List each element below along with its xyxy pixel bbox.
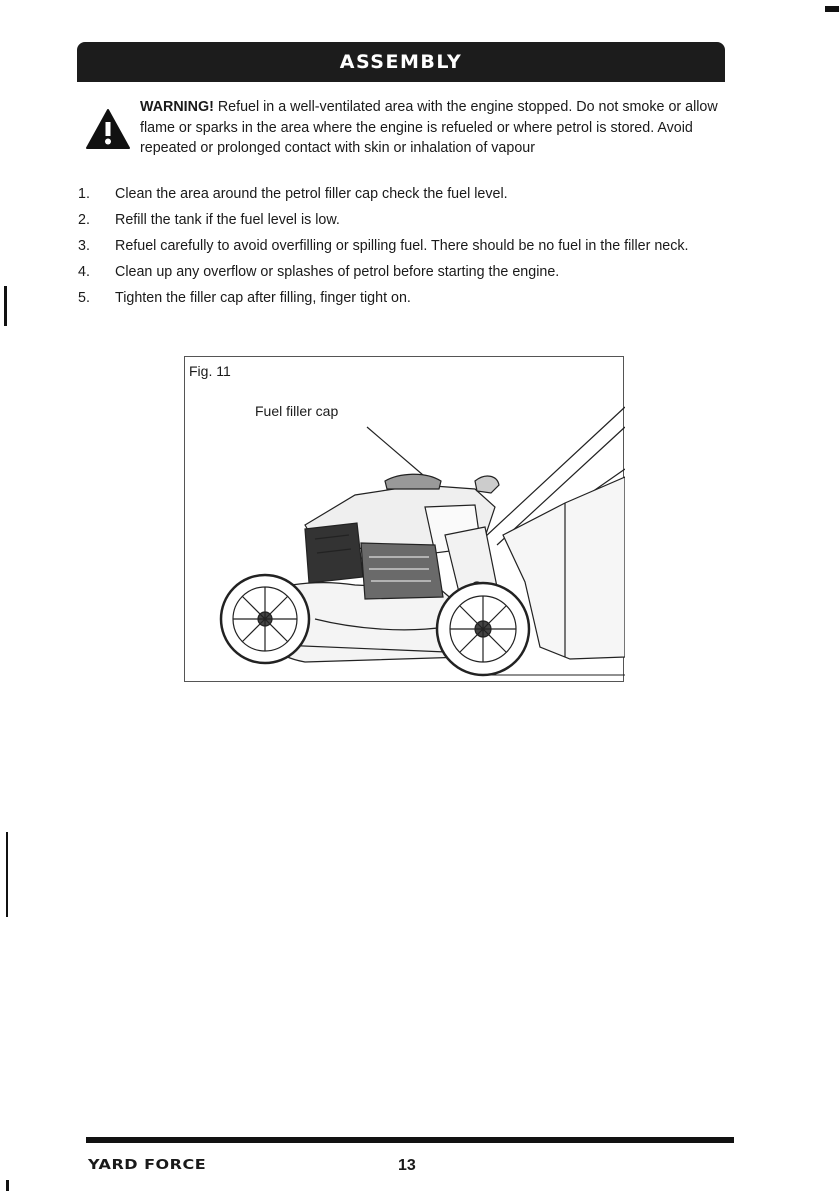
fuel-filler-cap-callout: Fuel filler cap [255, 403, 339, 419]
step-item [78, 184, 738, 204]
step-text: Clean up any overflow or splashes of petrol before starting the engine. [115, 264, 560, 280]
step-number: 5. [78, 290, 90, 306]
step-item [78, 262, 738, 282]
lawnmower-illustration [185, 357, 625, 683]
page-number: 13 [398, 1157, 416, 1174]
step-number: 1. [78, 186, 90, 202]
step-text: Tighten the filler cap after filling, finger tight on. [115, 290, 411, 306]
footer-rule [86, 1137, 734, 1143]
step-number: 2. [78, 212, 90, 228]
scan-edge-mark [6, 832, 8, 917]
warning-label: WARNING! [140, 99, 214, 115]
warning-paragraph [140, 97, 730, 159]
scan-edge-mark [4, 286, 7, 326]
callout-leader-line [367, 427, 430, 481]
instruction-steps [78, 184, 738, 308]
step-item [78, 210, 738, 230]
step-number: 4. [78, 264, 90, 280]
scan-corner-mark [825, 6, 839, 12]
brand-logo: YARD FORCE [88, 1156, 207, 1173]
step-item [78, 236, 738, 256]
scan-edge-mark [6, 1180, 9, 1191]
warning-body: Refuel in a well-ventilated area with the engine stopped. Do not smoke or allow flame or sparks in the area where the engine is refueled or where petrol is stored. Avoid repeated or prolonged contact with skin or inhalation of vapour [140, 99, 718, 156]
section-title: ASSEMBLY [339, 51, 463, 73]
warning-triangle-icon [85, 108, 131, 150]
figure-label: Fig. 11 [189, 363, 231, 379]
step-number: 3. [78, 238, 90, 254]
step-text: Refuel carefully to avoid overfilling or spilling fuel. There should be no fuel in the filler neck. [115, 238, 689, 254]
step-text: Refill the tank if the fuel level is low. [115, 212, 340, 228]
step-text: Clean the area around the petrol filler cap check the fuel level. [115, 186, 508, 202]
figure-11 [184, 356, 624, 682]
step-item [78, 288, 738, 308]
section-header [77, 42, 725, 82]
